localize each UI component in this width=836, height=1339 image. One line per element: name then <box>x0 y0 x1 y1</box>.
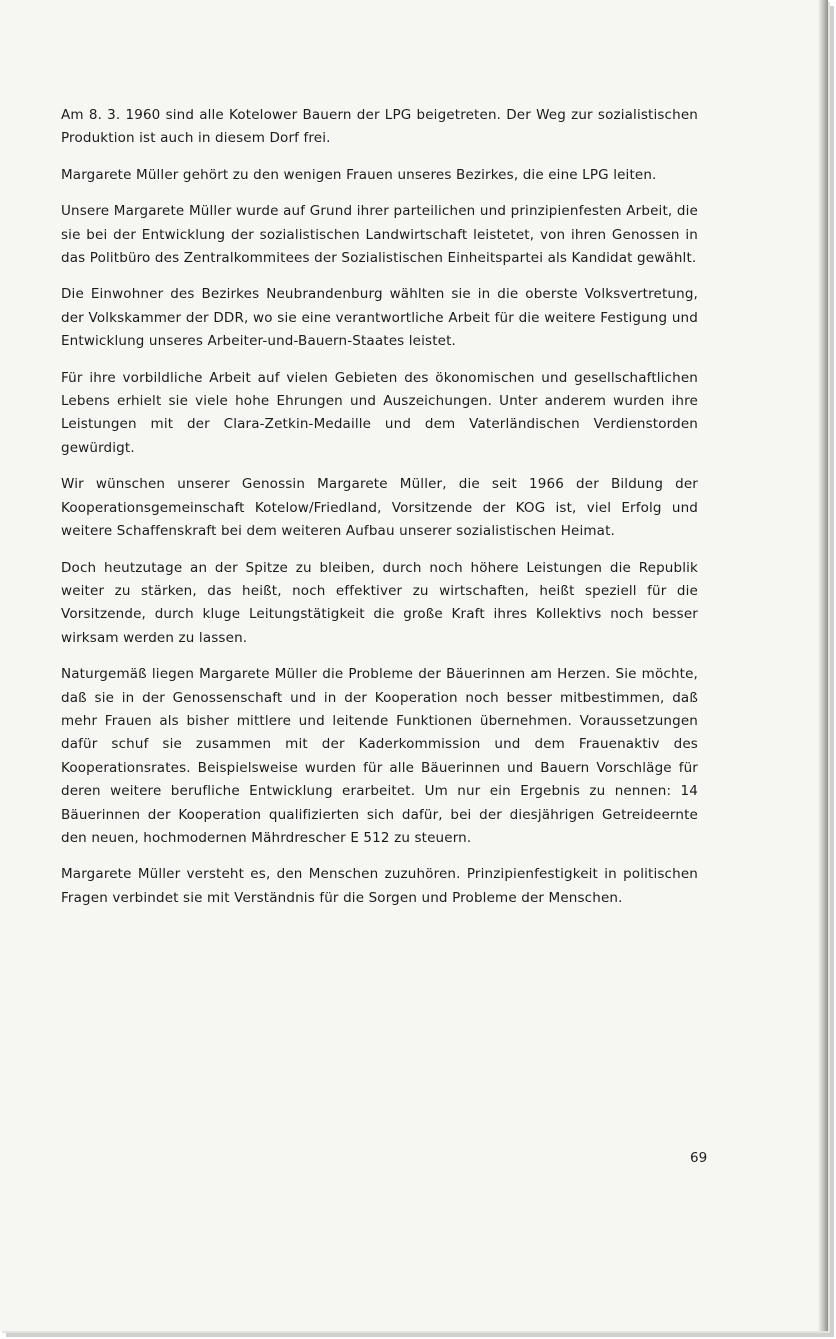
paragraph-honors: Für ihre vorbildliche Arbeit auf vielen Gebieten des ökonomischen und gesellschaftlichen Lebens erhielt sie viele hohe Ehrungen und Auszeichungen. Unter anderem wurden ihre Leistungen mit der Clara-Zetkin-Medaille und dem Vaterländischen Verdienstorden gewürdigt. <box>61 369 698 456</box>
paragraph-leadership: Doch heutzutage an der Spitze zu bleiben, durch noch höhere Leistungen die Republik weiter zu stärken, das heißt, noch effektiver zu wirtschaften, heißt speziell für die Vorsitzende, durch kluge Leitungstätigkeit die große Kraft ihres Kollektivs noch besser wirksam werden zu lassen. <box>61 559 698 646</box>
paragraph-women-farmers: Naturgemäß liegen Margarete Müller die Probleme der Bäuerinnen am Herzen. Sie möchte, daß sie in der Genossenschaft und in der Kooperation noch besser mitbestimmen, daß mehr Frauen als bisher mittlere und leitende Funktionen übernehmen. Voraussetzungen dafür schuf sie zusammen mit der Kaderkommission und dem Frauenaktiv des Kooperationsrates. Beispielsweise wurden für alle Bäuerinnen und Bauern Vorschläge für deren weitere berufliche Entwicklung erarbeitet. Um nur ein Ergebnis zu nennen: 14 Bäuerinnen der Kooperation qualifizierten sich dafür, bei der diesjährigen Getreideernte den neuen, hochmodernen Mährdrescher E 512 zu steuern. <box>61 666 698 846</box>
paragraph-listening: Margarete Müller versteht es, den Menschen zuzuhören. Prinzipienfestigkeit in politischen Fragen verbindet sie mit Verständnis für die Sorgen und Probleme der Menschen. <box>61 866 698 906</box>
paragraph-volkskammer: Die Einwohner des Bezirkes Neubrandenburg wählten sie in die oberste Volksvertretung, der Volkskammer der DDR, wo sie eine verantwortliche Arbeit für die weitere Festigung und Entwicklung unseres Arbeiter-und-Bauern-Staates leistet. <box>61 286 698 350</box>
paragraph-women-leaders: Margarete Müller gehört zu den wenigen Frauen unseres Bezirkes, die eine LPG leiten. <box>61 166 657 183</box>
paragraph-wishes: Wir wünschen unserer Genossin Margarete Müller, die seit 1966 der Bildung der Kooperationsgemeinschaft Kotelow/Friedland, Vorsitzende der KOG ist, viel Erfolg und weitere Schaffenskraft bei dem weiteren Aufbau unserer sozialistischen Heimat. <box>61 476 698 540</box>
body-text <box>61 104 698 923</box>
page-number: 69 <box>690 1150 708 1166</box>
paragraph-lpg-joined: Am 8. 3. 1960 sind alle Kotelower Bauern der LPG beigetreten. Der Weg zur sozialistischen Produktion ist auch in diesem Dorf frei. <box>61 107 698 147</box>
paragraph-politburo: Unsere Margarete Müller wurde auf Grund ihrer parteilichen und prinzipienfesten Arbeit, die sie bei der Entwicklung der sozialistischen Landwirtschaft leistetet, von ihren Genossen in das Politbüro des Zentralkommitees der Sozialistischen Einheitspartei als Kandidat gewählt. <box>61 203 698 267</box>
